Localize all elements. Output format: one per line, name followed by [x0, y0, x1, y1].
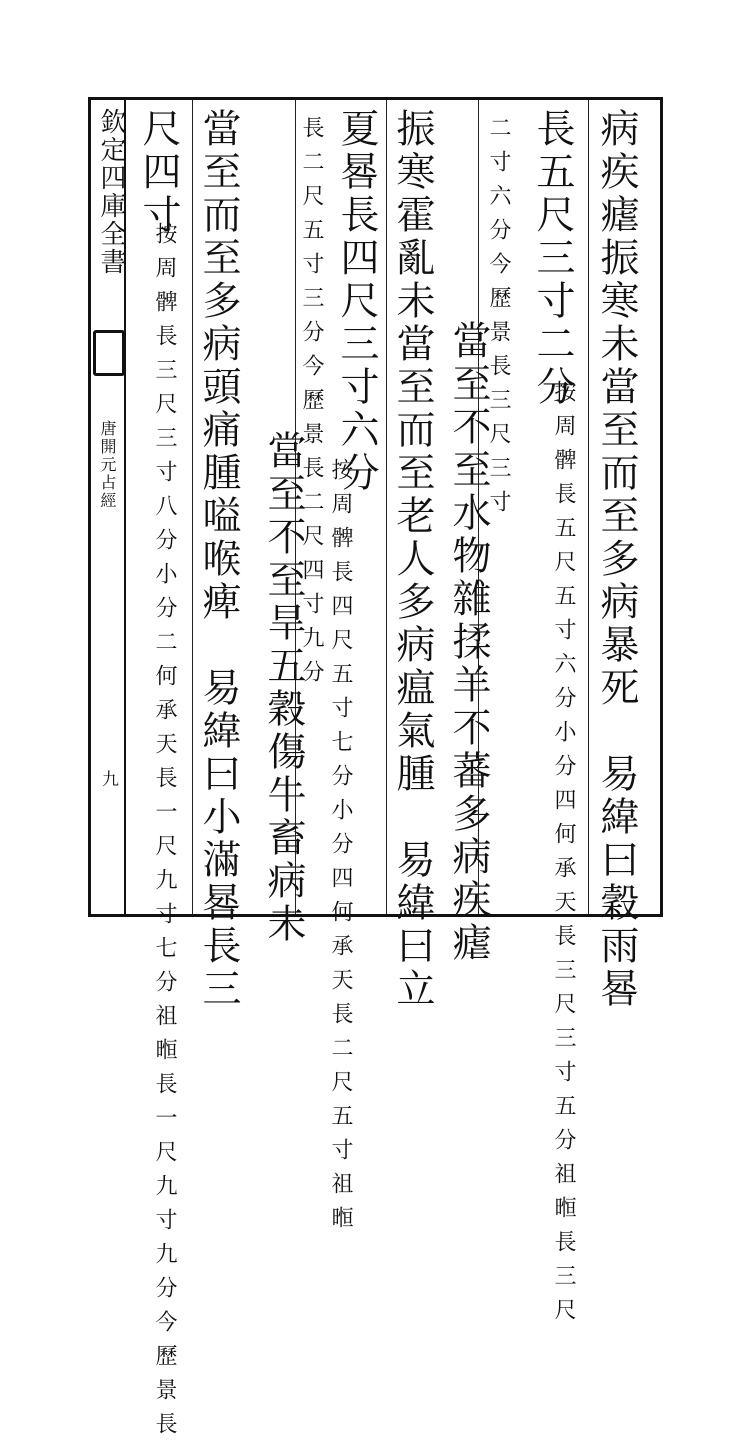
frame-right-border — [660, 97, 663, 917]
gutter-book-title: 唐開元占經 — [98, 420, 117, 510]
text-column-2: 長五尺三寸二分 — [530, 108, 575, 409]
column-rule — [588, 100, 589, 914]
gutter-page-number: 九 — [98, 770, 118, 787]
frame-left-border — [88, 97, 91, 917]
text-column-6: 當至不至旱五穀傷牛畜病未 — [261, 430, 306, 946]
text-column-3: 當至不至水物雜揉羊不蕃多病疾瘧 — [446, 320, 491, 965]
text-column-3-note: 二寸六分今歷景長三尺三寸 — [486, 116, 511, 524]
text-column-8: 尺四寸 — [136, 108, 181, 237]
column-rule — [192, 100, 193, 914]
text-column-2-note-right: 按周髀長五尺五寸六分小分四何承天長三尺三寸五分祖暅長三尺 — [551, 380, 576, 1332]
text-column-7: 當至而至多病頭痛腫嗌喉痺 易緯曰小滿晷長三 — [196, 108, 241, 1011]
text-column-5: 夏晷長四尺三寸六分 — [334, 108, 379, 495]
frame-top-border — [88, 97, 663, 100]
text-column-1: 病疾瘧振寒未當至而至多病暴死 易緯曰穀雨晷 — [594, 108, 639, 1011]
text-column-8-note: 按周髀長三尺三寸八分小分二何承天長一尺九寸七分祖暅長一尺九寸九分今歷景長 — [152, 222, 177, 1446]
gutter-collection-title: 欽定四庫全書 — [96, 108, 126, 276]
text-column-6-note: 長二尺五寸三分今歷景長二尺四寸九分 — [299, 116, 324, 694]
fish-tail-mark-icon — [93, 330, 125, 376]
column-rule — [386, 100, 387, 914]
text-column-4: 振寒霍亂未當至而至老人多病瘟氣腫 易緯曰立 — [390, 108, 435, 1011]
text-column-5-note: 按周髀長四尺五寸七分小分四何承天長二尺五寸祖暅 — [328, 458, 353, 1240]
